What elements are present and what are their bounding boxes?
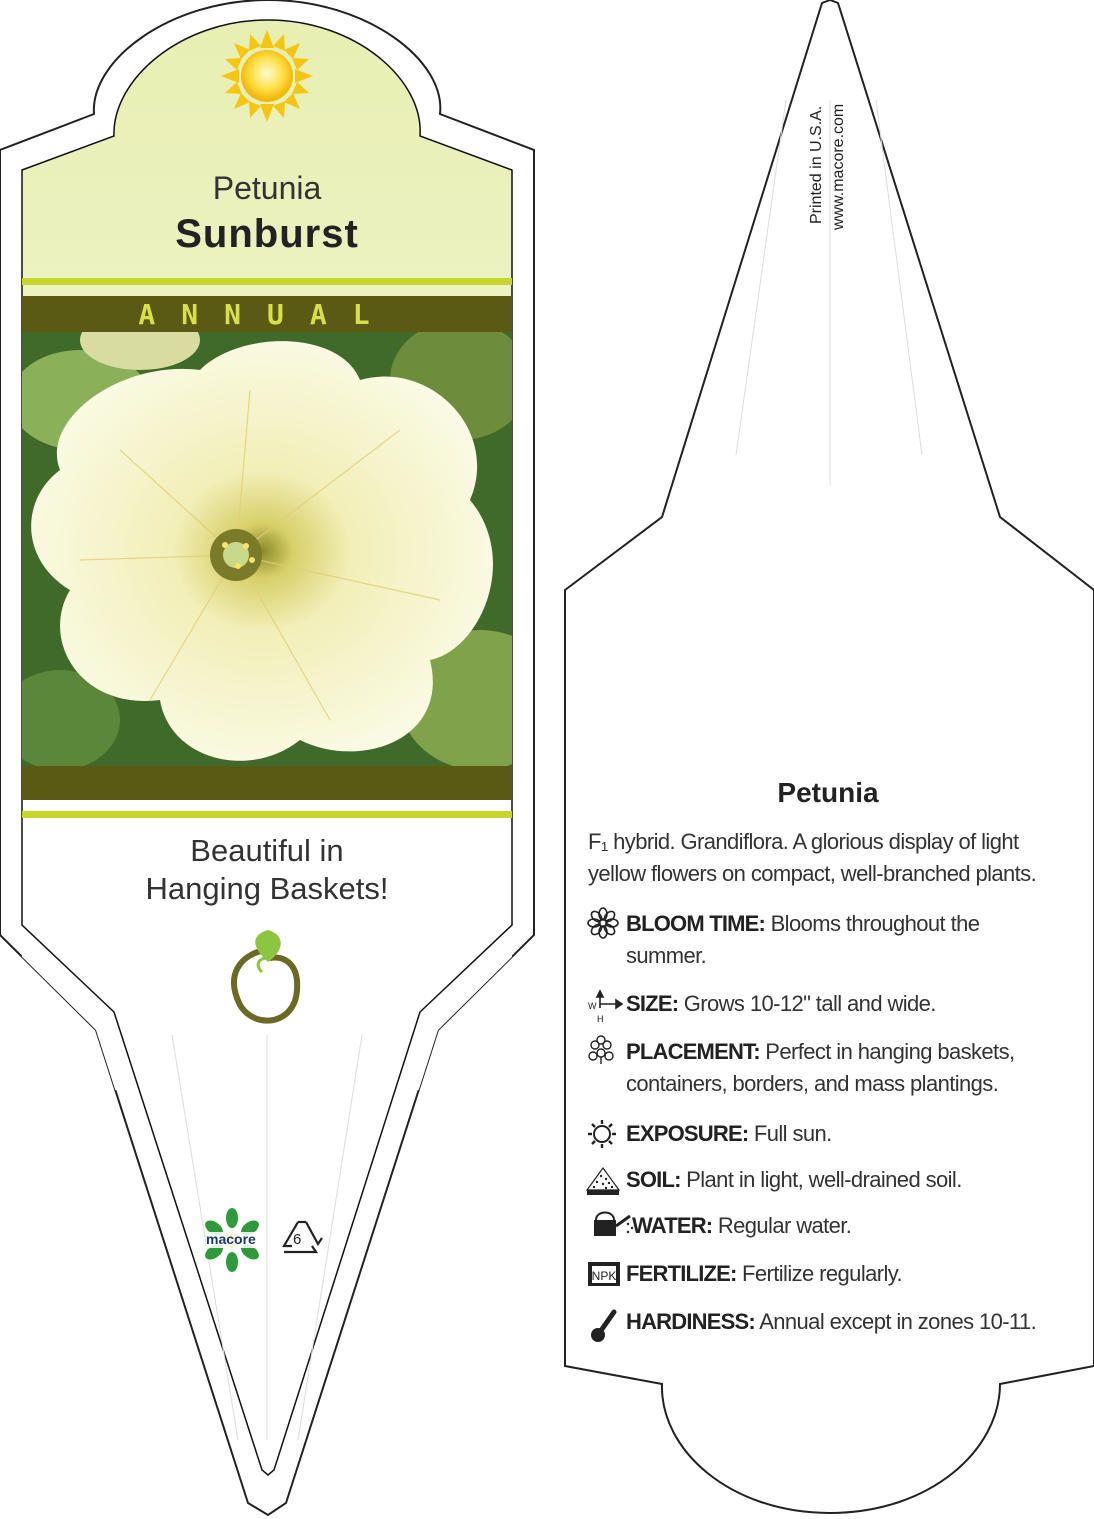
placement-label: PLACEMENT: — [626, 1039, 760, 1064]
printed-in-usa: Printed in U.S.A. — [808, 105, 825, 224]
placement-row — [588, 1036, 1058, 1100]
water-text: Regular water. — [712, 1213, 852, 1238]
exposure-label: EXPOSURE: — [626, 1121, 749, 1146]
size-label: SIZE: — [626, 991, 679, 1016]
fertilize-row — [588, 1258, 1058, 1290]
bloom-time-row — [588, 908, 1058, 972]
exposure-text: Full sun. — [748, 1121, 832, 1146]
category-label: ANNUAL — [138, 298, 396, 331]
water-label: WATER: — [632, 1213, 713, 1238]
bloom-time-text: Blooms throughout the summer. — [626, 911, 980, 968]
tagline-line2: Hanging Baskets! — [145, 871, 389, 906]
bloom-time-label: BLOOM TIME: — [626, 911, 766, 936]
sun-icon — [221, 30, 313, 122]
svg-text:W: W — [588, 1001, 597, 1011]
svg-text:NPK: NPK — [591, 1269, 617, 1283]
soil-label: SOIL: — [626, 1167, 681, 1192]
soil-row — [588, 1164, 1058, 1196]
hardiness-label: HARDINESS: — [626, 1309, 755, 1334]
back-title: Petunia — [777, 777, 879, 808]
fertilize-text: Fertilize regularly. — [736, 1261, 903, 1286]
petunia-photo — [0, 310, 560, 770]
size-text: Grows 10-12" tall and wide. — [678, 991, 936, 1016]
soil-text: Plant in light, well-drained soil. — [680, 1167, 962, 1192]
front-variety-name: Sunburst — [175, 212, 359, 256]
svg-text:H: H — [597, 1014, 604, 1024]
recycle-number: 6 — [293, 1231, 302, 1248]
placement-text: Perfect in hanging baskets, containers, borders, and mass plantings. — [626, 1039, 1015, 1096]
front-common-name: Petunia — [212, 170, 322, 206]
size-row — [588, 988, 1058, 1020]
fertilize-label: FERTILIZE: — [626, 1261, 737, 1286]
hardiness-row — [588, 1306, 1066, 1338]
water-row — [588, 1210, 1058, 1242]
website-url: www.macore.com — [830, 103, 847, 230]
printed-info — [800, 72, 860, 242]
exposure-row — [588, 1118, 1058, 1150]
tagline — [22, 832, 512, 908]
tagline-line1: Beautiful in — [190, 833, 344, 868]
hardiness-text: Annual except in zones 10-11. — [754, 1309, 1037, 1334]
macore-logo-text: macore — [206, 1231, 256, 1247]
description: F₁ hybrid. Grandiflora. A glorious display of light yellow flowers on compact, well-branched plants. — [588, 829, 1037, 886]
